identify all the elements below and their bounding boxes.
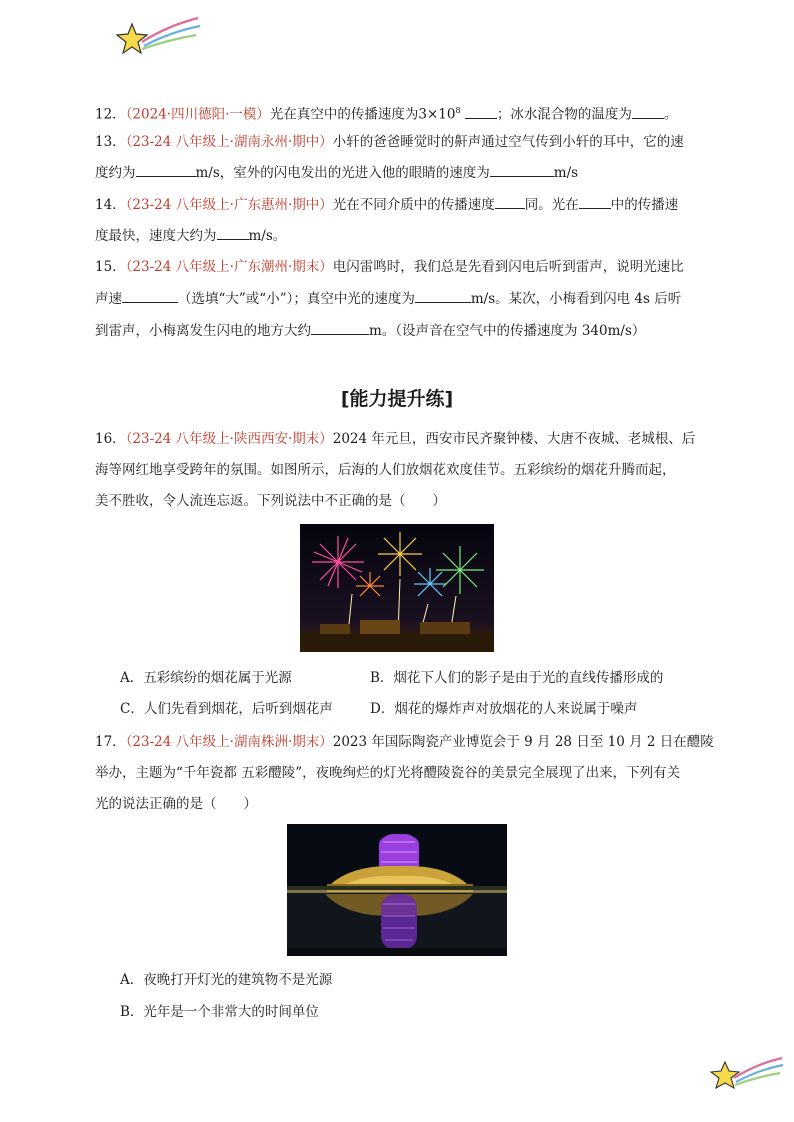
question-source: （23-24 八年级上·广东惠州·期中） xyxy=(125,197,333,213)
question-13-line-2: 度约为 m/s，室外的闪电发出的光进入他的眼睛的速度为 m/s xyxy=(95,162,578,183)
question-14-line-2: 度最快，速度大约为 m/s。 xyxy=(95,225,286,246)
question-number: 16． xyxy=(95,431,126,447)
question-source: （23-24 八年级上·湖南永州·期中） xyxy=(125,134,333,150)
option-a[interactable]: A．夜晚打开灯光的建筑物不是光源 xyxy=(120,972,333,988)
question-source: （23-24 八年级上·广东潮州·期末） xyxy=(125,259,333,275)
question-number: 15． xyxy=(95,259,126,275)
question-14: 14．（23-24 八年级上·广东惠州·期中）光在不同介质中的传播速度 同。光在 中的传播速 xyxy=(95,194,678,215)
question-12: 12．（2024·四川德阳·一模）光在真空中的传播速度为$3\times 10^8$ ；冰水混合物的温度为 。 xyxy=(95,101,677,125)
question-16-options-row-2 xyxy=(120,699,333,719)
option-b[interactable]: B．烟花下人们的影子是由于光的直线传播形成的 xyxy=(370,670,664,686)
answer-blank[interactable] xyxy=(122,288,178,303)
question-source: （2024·四川德阳·一模） xyxy=(125,106,270,123)
option-d[interactable]: D．烟花的爆炸声对放烟花的人来说属于噪声 xyxy=(370,701,638,717)
shooting-star-icon xyxy=(112,14,202,60)
answer-blank[interactable] xyxy=(632,104,664,119)
fireworks-photo xyxy=(300,524,494,652)
shooting-star-icon xyxy=(708,1054,784,1096)
answer-blank[interactable] xyxy=(465,104,497,119)
question-17-line-2: 举办，主题为“千年瓷都 五彩醴陵”，夜晚绚烂的灯光将醴陵瓷谷的美景完全展现了出来，下列有关 xyxy=(95,765,681,781)
question-13: 13．（23-24 八年级上·湖南永州·期中）小轩的爸爸睡觉时的鼾声通过空气传到小轩的耳中，它的速 xyxy=(95,134,684,150)
question-number: 14． xyxy=(95,197,126,213)
question-17-line-3: 光的说法正确的是（ ） xyxy=(95,796,257,812)
question-16: 16．（23-24 八年级上·陕西西安·期末）2024 年元旦，西安市民齐聚钟楼、大唐不夜城、老城根、后 xyxy=(95,431,696,447)
answer-blank[interactable] xyxy=(415,288,471,303)
question-number: 13． xyxy=(95,134,126,150)
question-source: （23-24 八年级上·陕西西安·期末） xyxy=(125,431,333,447)
answer-blank[interactable] xyxy=(311,320,369,335)
question-number: 12． xyxy=(95,106,126,123)
ceramic-valley-photo xyxy=(287,824,507,956)
answer-blank[interactable] xyxy=(136,162,196,177)
question-number: 17． xyxy=(95,734,126,750)
question-17: 17．（23-24 八年级上·湖南株洲·期末）2023 年国际陶瓷产业博览会于 9 月 28 日至 10 月 2 日在醴陵 xyxy=(95,734,714,750)
question-15: 15．（23-24 八年级上·广东潮州·期末）电闪雷鸣时，我们总是先看到闪电后听到雷声，说明光速比 xyxy=(95,259,684,275)
question-16-options-row-1 xyxy=(120,668,292,688)
answer-blank[interactable] xyxy=(495,194,525,209)
question-source: （23-24 八年级上·湖南株洲·期末） xyxy=(125,734,333,750)
answer-blank[interactable] xyxy=(490,162,554,177)
option-a[interactable]: A．五彩缤纷的烟花属于光源 xyxy=(120,670,292,686)
answer-blank[interactable] xyxy=(217,225,249,240)
question-15-line-3: 到雷声，小梅离发生闪电的地方大约 m。（设声音在空气中的传播速度为 340m/s） xyxy=(95,320,645,341)
question-16-line-3: 美不胜收，令人流连忘返。下列说法中不正确的是（ ） xyxy=(95,493,446,509)
option-b[interactable]: B．光年是一个非常大的时间单位 xyxy=(120,1004,319,1020)
answer-blank[interactable] xyxy=(579,194,611,209)
option-c[interactable]: C．人们先看到烟花，后听到烟花声 xyxy=(120,701,333,717)
question-15-line-2: 声速 （选填“大”或“小”）；真空中光的速度为 m/s。某次，小梅看到闪电 4s 后听 xyxy=(95,288,681,309)
question-16-line-2: 海等网红地享受跨年的氛围。如图所示，后海的人们放烟花欢度佳节。五彩缤纷的烟花升腾而起， xyxy=(95,462,676,478)
section-title: [能力提升练] xyxy=(340,388,454,410)
